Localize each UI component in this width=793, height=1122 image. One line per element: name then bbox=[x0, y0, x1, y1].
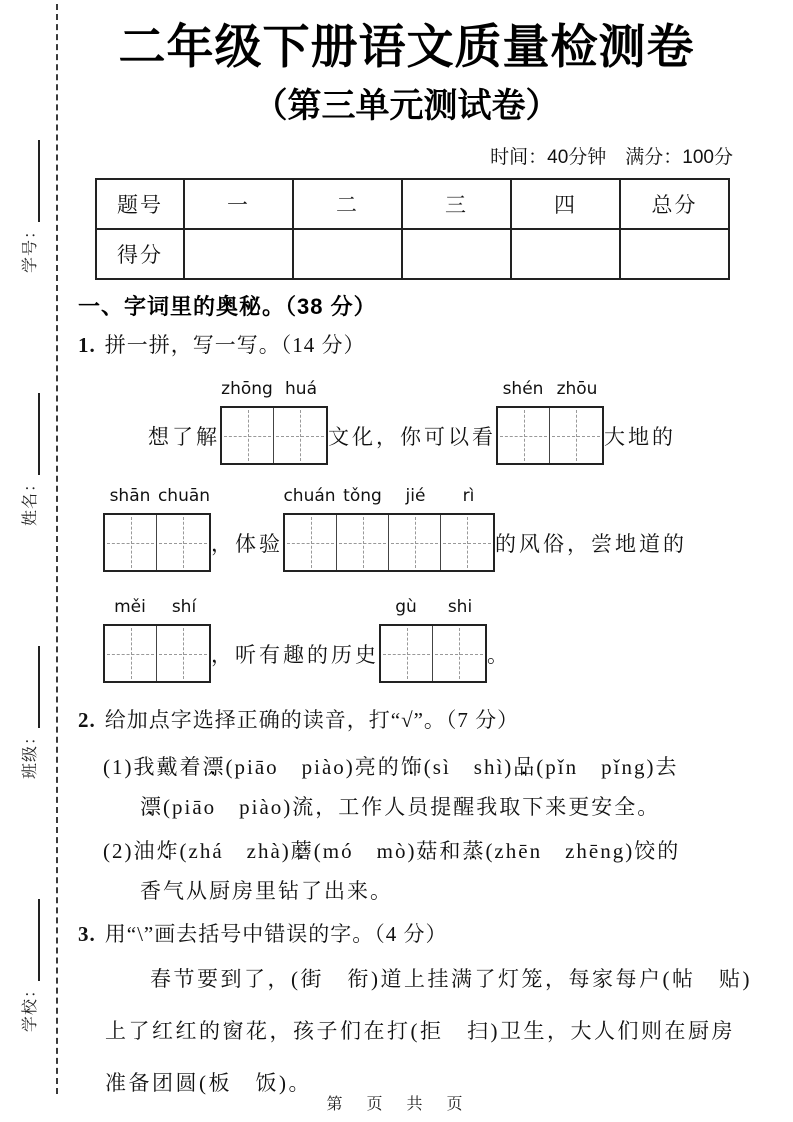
writing-cell bbox=[222, 408, 274, 463]
student-id-blank[interactable] bbox=[20, 140, 40, 222]
score-cell-1[interactable] bbox=[184, 229, 293, 279]
text-run: 香气从厨房里钻了出来。 bbox=[140, 879, 393, 903]
pinyin-meishi bbox=[103, 597, 211, 617]
dotted-char: 蘑 • bbox=[291, 831, 314, 871]
pinyin-syllable: shi bbox=[447, 597, 473, 617]
q3-paragraph-line1: 春节要到了，(街 衔)道上挂满了灯笼，每家每户(帖 贴) bbox=[150, 967, 752, 991]
class-label: 班级： bbox=[21, 728, 39, 780]
pinyin-syllable: zhōng bbox=[221, 379, 273, 399]
score-table bbox=[95, 178, 730, 280]
pinyin-syllable: chuān bbox=[157, 486, 211, 506]
writing-cell bbox=[550, 408, 602, 463]
writing-cell bbox=[285, 515, 337, 570]
writing-cell bbox=[337, 515, 389, 570]
score-cell-3[interactable] bbox=[402, 229, 511, 279]
pinyin-gushi bbox=[379, 597, 487, 617]
row2-mid-text: ，体验 bbox=[211, 531, 283, 556]
pinyin-syllable: jié bbox=[405, 486, 426, 506]
pinyin-syllable: shí bbox=[171, 597, 197, 617]
text-run: (pǐn pǐng)去 bbox=[536, 755, 679, 779]
score-cell-2[interactable] bbox=[293, 229, 402, 279]
pinyin-zhonghua bbox=[220, 379, 328, 399]
pinyin-syllable: gù bbox=[395, 597, 417, 617]
writing-cell bbox=[433, 626, 485, 681]
pinyin-syllable: chuán bbox=[283, 486, 336, 506]
student-name-field bbox=[17, 393, 40, 526]
seal-dashed-line bbox=[56, 4, 58, 1094]
question-3-title: 用“\”画去括号中错误的字。（4 分） bbox=[104, 922, 448, 946]
pinyin-shanchuan bbox=[103, 486, 211, 506]
text-run: (sì shì) bbox=[423, 755, 514, 779]
student-id-field bbox=[17, 140, 40, 273]
writing-cell bbox=[441, 515, 493, 570]
pinyin-write-row-2 bbox=[103, 486, 735, 572]
dotted-char: 漂 • bbox=[140, 787, 163, 827]
score-table-score-row bbox=[96, 229, 729, 279]
text-run: (piāo piào)流，工作人员提醒我取下来更安全。 bbox=[163, 795, 661, 819]
pinyin-write-row-1 bbox=[148, 379, 735, 465]
school-blank[interactable] bbox=[20, 899, 40, 981]
writing-box-zhonghua[interactable] bbox=[220, 379, 328, 465]
school-label: 学校： bbox=[21, 981, 39, 1033]
text-run: (mó mò)菇和 bbox=[313, 839, 463, 863]
question-1-heading bbox=[78, 330, 735, 360]
score-header-total: 总分 bbox=[620, 179, 729, 229]
score-header-4: 四 bbox=[511, 179, 620, 229]
writing-cell bbox=[157, 626, 209, 681]
q3-paragraph-line3: 准备团圆(板 饭)。 bbox=[105, 1071, 312, 1095]
writing-box-chuantongjieri[interactable] bbox=[283, 486, 495, 572]
text-run: (piāo piào)亮的 bbox=[225, 755, 401, 779]
score-header-2: 二 bbox=[293, 179, 402, 229]
writing-box-shenzhou[interactable] bbox=[496, 379, 604, 465]
dotted-char: 品 • bbox=[513, 747, 536, 787]
writing-cell bbox=[274, 408, 326, 463]
pinyin-syllable: huá bbox=[285, 379, 317, 399]
writing-cell bbox=[105, 515, 157, 570]
score-header-timu: 题号 bbox=[96, 179, 184, 229]
writing-cell bbox=[498, 408, 550, 463]
question-1-number: 1. bbox=[78, 333, 96, 357]
pinyin-syllable: tǒng bbox=[343, 486, 382, 506]
question-3-number: 3. bbox=[78, 922, 96, 946]
school-field bbox=[17, 899, 40, 1032]
writing-cell bbox=[105, 626, 157, 681]
question-2-heading bbox=[78, 705, 735, 735]
writing-cell bbox=[157, 515, 209, 570]
dotted-char: 蒸 • bbox=[462, 831, 485, 871]
q2-item1-line1 bbox=[103, 747, 735, 787]
score-cell-total[interactable] bbox=[620, 229, 729, 279]
dotted-char: 饰 • bbox=[401, 747, 424, 787]
writing-box-gushi[interactable] bbox=[379, 597, 487, 683]
score-row-label: 得分 bbox=[96, 229, 184, 279]
paper-content bbox=[78, 0, 752, 1109]
text-run: (zhá zhà) bbox=[179, 839, 291, 863]
class-blank[interactable] bbox=[20, 646, 40, 728]
student-id-label: 学号： bbox=[21, 222, 39, 274]
student-name-label: 姓名： bbox=[21, 475, 39, 527]
class-field bbox=[17, 646, 40, 779]
section-one-heading: 一、字词里的奥秘。（38 分） bbox=[78, 294, 377, 319]
score-header-3: 三 bbox=[402, 179, 511, 229]
question-3-heading bbox=[78, 919, 735, 949]
text-run: (zhēn zhēng)饺的 bbox=[485, 839, 681, 863]
seal-fields bbox=[6, 0, 50, 1122]
paper-subtitle: （第三单元测试卷） bbox=[253, 87, 560, 125]
text-run: (1)我戴着 bbox=[103, 755, 203, 779]
time-score-meta: 时间：40分钟 满分：100分 bbox=[490, 147, 733, 168]
text-run: (2)油 bbox=[103, 839, 157, 863]
question-2-title: 给加点字选择正确的读音，打“√”。（7 分） bbox=[104, 708, 520, 732]
question-1-title: 拼一拼，写一写。（14 分） bbox=[104, 333, 366, 357]
pinyin-syllable: zhōu bbox=[556, 379, 598, 399]
row1-tail-text: 大地的 bbox=[604, 424, 676, 449]
page-footer: 第 页 共 页 bbox=[326, 1096, 467, 1113]
paper-title: 二年级下册语文质量检测卷 bbox=[118, 20, 695, 73]
pinyin-write-row-3 bbox=[103, 597, 735, 683]
q2-item1-line2 bbox=[103, 787, 735, 827]
dotted-char: 漂 • bbox=[203, 747, 226, 787]
row2-tail-text: 的风俗，尝地道的 bbox=[495, 531, 687, 556]
q3-paragraph-line2: 上了红红的窗花，孩子们在打(拒 扫)卫生，大人们则在厨房 bbox=[105, 1019, 735, 1043]
writing-cell bbox=[389, 515, 441, 570]
student-name-blank[interactable] bbox=[20, 393, 40, 475]
pinyin-syllable: shén bbox=[502, 379, 544, 399]
writing-cell bbox=[381, 626, 433, 681]
question-2-number: 2. bbox=[78, 708, 96, 732]
row1-lead-text: 想了解 bbox=[148, 424, 220, 449]
q2-item2-line1 bbox=[103, 831, 735, 871]
score-cell-4[interactable] bbox=[511, 229, 620, 279]
row3-mid-text: ，听有趣的历史 bbox=[211, 642, 379, 667]
score-table-header-row bbox=[96, 179, 729, 229]
writing-box-shanchuan[interactable] bbox=[103, 486, 211, 572]
pinyin-syllable: měi bbox=[114, 597, 146, 617]
q2-item2-line2 bbox=[103, 871, 735, 911]
pinyin-shenzhou bbox=[496, 379, 604, 399]
writing-box-meishi[interactable] bbox=[103, 597, 211, 683]
pinyin-syllable: shān bbox=[109, 486, 151, 506]
pinyin-chuantongjieri bbox=[283, 486, 495, 506]
dotted-char: 炸 • bbox=[157, 831, 180, 871]
row3-tail-text: 。 bbox=[487, 642, 511, 667]
row1-mid-text: 文化，你可以看 bbox=[328, 424, 496, 449]
pinyin-syllable: rì bbox=[462, 486, 475, 506]
score-header-1: 一 bbox=[184, 179, 293, 229]
